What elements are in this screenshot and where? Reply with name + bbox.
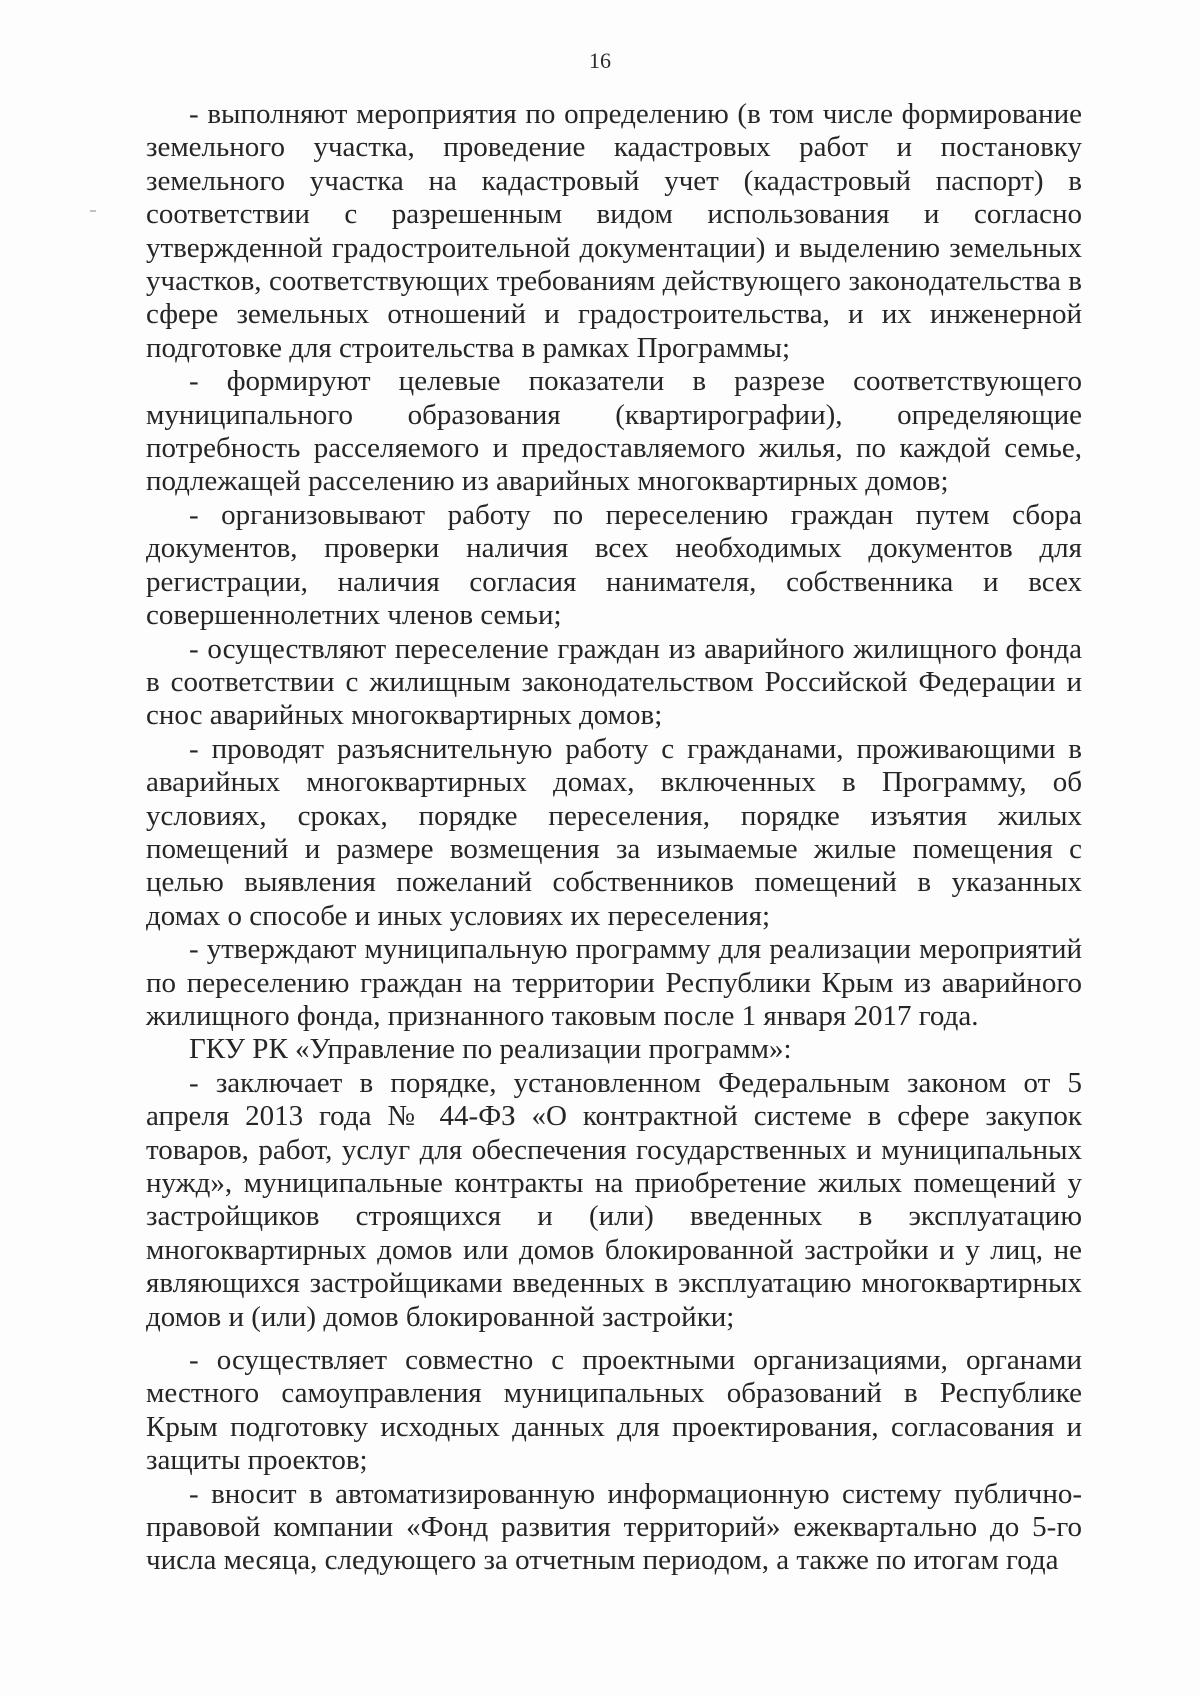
paragraph-municipal-program: - утверждают муниципальную программу для реализации мероприятий по переселению граждан на территории Республики Крым из аварийного жилищного фонда, признанного таковым после 1 января 2017 года. (146, 933, 1082, 1032)
paragraph-organize-resettlement: - организовывают работу по переселению граждан путем сбора документов, проверки наличия всех необходимых документов для регистрации, наличия согласия нанимателя, собственника и всех совершеннолетних членов семьи; (146, 498, 1082, 632)
document-body (146, 98, 1082, 1578)
paragraph-explanatory-work: - проводят разъяснительную работу с гражданами, проживающими в аварийных многоквартирных домах, включенных в Программу, об условиях, сроках, порядке переселения, порядке изъятия жилых помещений и размере возмещения за изымаемые жилые помещения с целью выявления пожеланий собственников помещений в указанных домах о способе и иных условиях их переселения; (146, 732, 1082, 932)
paragraph-design-data: - осуществляет совместно с проектными организациями, органами местного самоуправления муниципальных образований в Республике Крым подготовку исходных данных для проектирования, согласования и защиты проектов; (146, 1344, 1082, 1477)
paragraph-land-plots: - выполняют мероприятия по определению (в том числе формирование земельного участка, проведение кадастровых работ и постановку земельного участка на кадастровый учет (кадастровый паспорт) в соответствии с разрешенным видом использования и согласно утвержденной градостроительной документации) и выделению земельных участков, соответствующих требованиям действующего законодательства в сфере земельных отношений и градостроительства, и их инженерной подготовке для строительства в рамках Программы; (146, 98, 1082, 364)
paragraph-contracts: - заключает в порядке, установленном Федеральным законом от 5 апреля 2013 года № 44-ФЗ «О контрактной системе в сфере закупок товаров, работ, услуг для обеспечения государственных и муниципальных нужд», муниципальные контракты на приобретение жилых помещений у застройщиков строящихся и (или) введенных в эксплуатацию многоквартирных домов или домов блокированной застройки и у лиц, не являющихся застройщиками введенных в эксплуатацию многоквартирных домов и (или) домов блокированной застройки; (146, 1066, 1082, 1333)
paragraph-target-indicators: - формируют целевые показатели в разрезе соответствующего муниципального образования (квартирографии), определяющие потребность расселяемого и предоставляемого жилья, по каждой семье, подлежащей расселению из аварийных многоквартирных домов; (146, 365, 1082, 498)
scan-artifact (90, 210, 96, 212)
page-number: 16 (589, 48, 611, 73)
paragraph-gku-heading: ГКУ РК «Управление по реализации программ»: (189, 1033, 792, 1066)
paragraph-information-system: - вносит в автоматизированную информационную систему публично-правовой компании «Фонд развития территорий» ежеквартально до 5-го числа месяца, следующего за отчетным периодом, а также по итогам года (146, 1477, 1082, 1577)
paragraph-resettlement-demolition: - осуществляют переселение граждан из аварийного жилищного фонда в соответствии с жилищным законодательством Российской Федерации и снос аварийных многоквартирных домов; (146, 632, 1082, 732)
